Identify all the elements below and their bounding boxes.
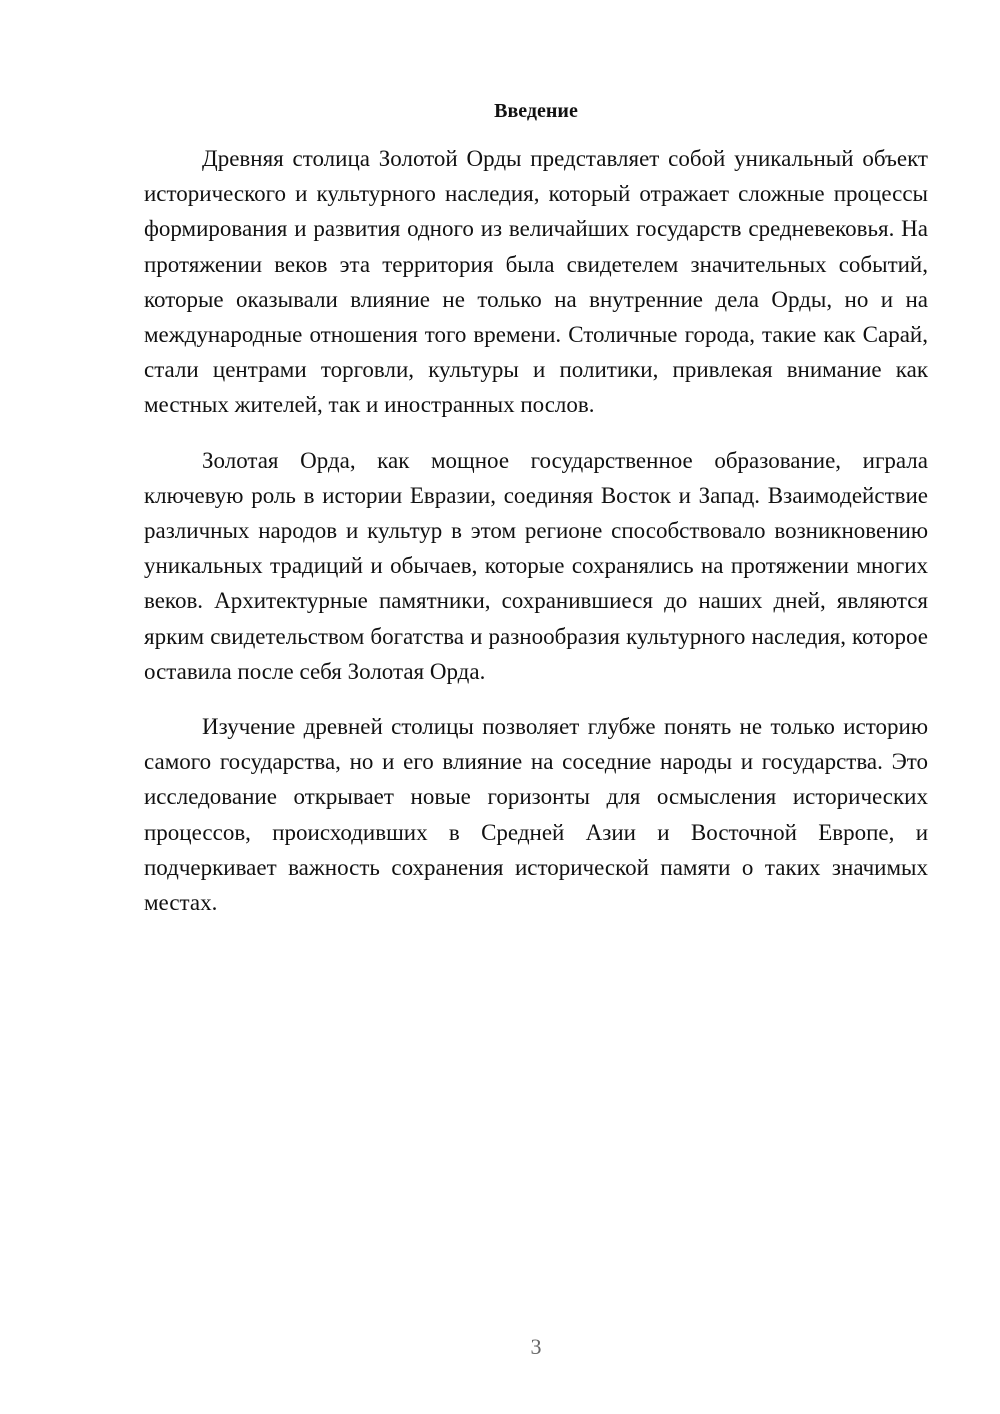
section-heading: Введение xyxy=(494,100,578,122)
body-text xyxy=(144,141,928,940)
page-number: 3 xyxy=(530,1334,542,1359)
paragraph-3: Изучение древней столицы позволяет глубже понять не только историю самого государства, но и его влияние на соседние народы и государства. Это исследование открывает новые горизонты для осмысления исторических процессов, происходивших в Средней Азии и Восточной Европе, и подчеркивает важность сохранения исторической памяти о таких значимых местах. xyxy=(144,714,928,916)
paragraph-2: Золотая Орда, как мощное государственное образование, играла ключевую роль в истории Евразии, соединяя Восток и Запад. Взаимодействие различных народов и культур в этом регионе способствовало возникновению уникальных традиций и обычаев, которые сохранялись на протяжении многих веков. Архитектурные памятники, сохранившиеся до наших дней, являются ярким свидетельством богатства и разнообразия культурного наследия, которое оставила после себя Золотая Орда. xyxy=(144,447,928,684)
paragraph-1: Древняя столица Золотой Орды представляет собой уникальный объект исторического и культурного наследия, который отражает сложные процессы формирования и развития одного из величайших государств средневековья. На протяжении веков эта территория была свидетелем значительных событий, которые оказывали влияние не только на внутренние дела Орды, но и на международные отношения того времени. Столичные города, такие как Сарай, стали центрами торговли, культуры и политики, привлекая внимание как местных жителей, так и иностранных послов. xyxy=(144,146,928,418)
